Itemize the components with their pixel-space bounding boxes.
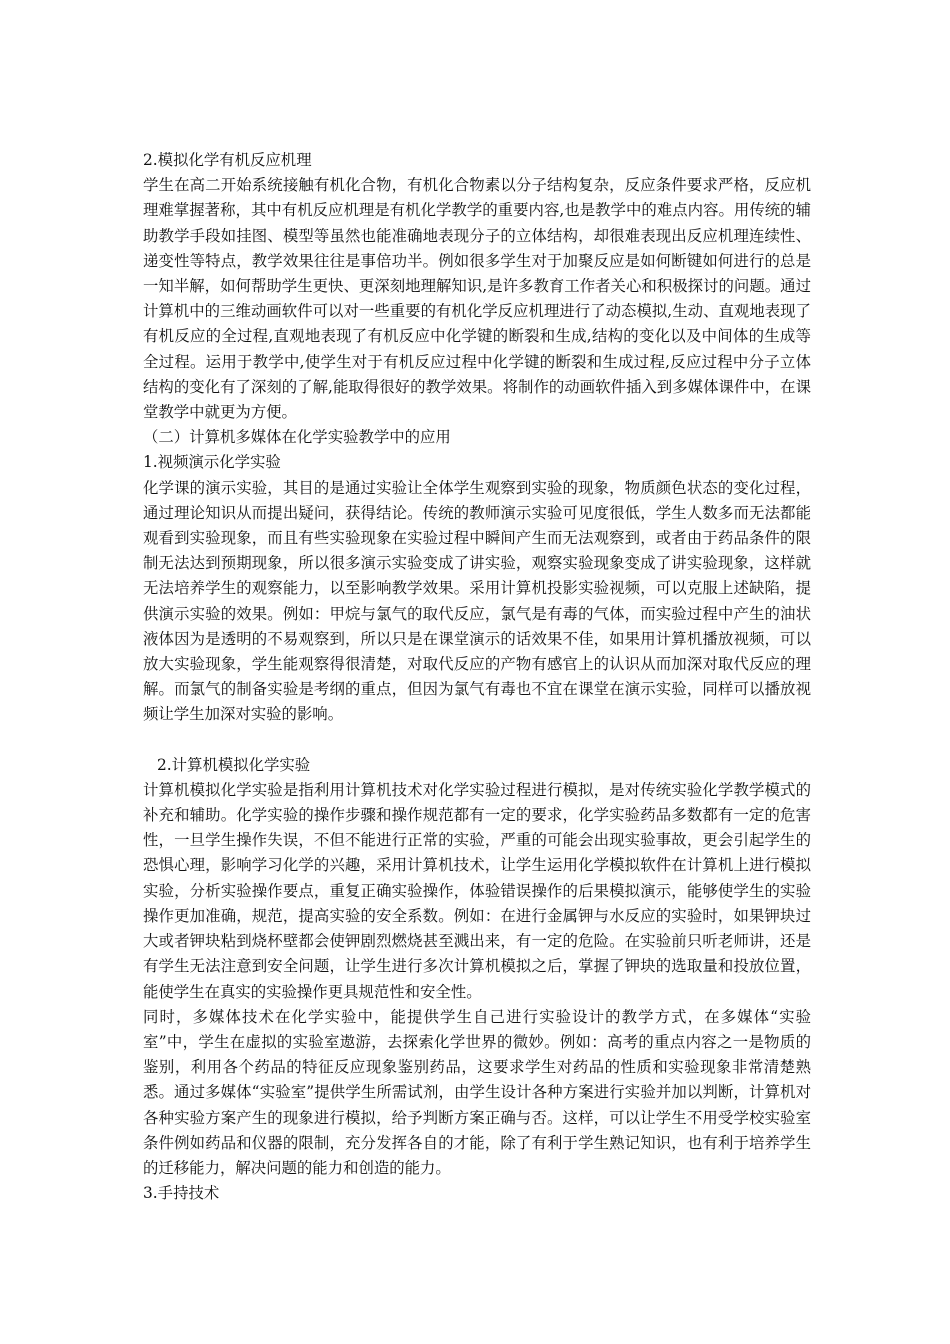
paragraph-virtual-lab: 同时，多媒体技术在化学实验中，能提供学生自己进行实验设计的教学方式，在多媒体“实验室”中，学生在虚拟的实验室遨游，去探索化学世界的微妙。例如：高考的重点内容之一是物质的鉴别，利用各个药品的特征反应现象鉴别药品，这要求学生对药品的性质和实验现象非常清楚熟悉。通过多媒体“实验室”提供学生所需试剂，由学生设计各种方案进行实验并加以判断，计算机对各种实验方案产生的现象进行模拟，给予判断方案正确与否。这样，可以让学生不用受学校实验室条件例如药品和仪器的限制，充分发挥各自的才能，除了有利于学生熟记知识，也有利于培养学生的迁移能力，解决问题的能力和创造的能力。	[143, 1007, 811, 1177]
paragraph-video-demo: 化学课的演示实验，其目的是通过实验让全体学生观察到实验的现象，物质颜色状态的变化过程，通过理论知识从而提出疑问，获得结论。传统的教师演示实验可见度很低，学生人数多而无法都能观看到实验现象，而且有些实验现象在实验过程中瞬间产生而无法观察到，或者由于药品条件的限制无法达到预期现象，所以很多演示实验变成了讲实验，观察实验现象变成了讲实验现象，这样就无法培养学生的观察能力，以至影响教学效果。采用计算机投影实验视频，可以克服上述缺陷，提供演示实验的效果。例如：甲烷与氯气的取代反应，氯气是有毒的气体，而实验过程中产生的油状液体因为是透明的不易观察到，所以只是在课堂演示的话效果不佳，如果用计算机播放视频，可以放大实验现象，学生能观察得很清楚，对取代反应的产物有感官上的认识从而加深对取代反应的理解。而氯气的制备实验是考纲的重点，但因为氯气有毒也不宜在课堂在演示实验，同样可以播放视频让学生加深对实验的影响。	[143, 478, 811, 724]
paragraph-computer-simulation: 计算机模拟化学实验是指利用计算机技术对化学实验过程进行模拟，是对传统实验化学教学模式的补充和辅助。化学实验的操作步骤和操作规范都有一定的要求，化学实验药品多数都有一定的危害性，一旦学生操作失误，不但不能进行正常的实验，严重的可能会出现实验事故，更会引起学生的恐惧心理，影响学习化学的兴趣，采用计算机技术，让学生运用化学模拟软件在计算机上进行模拟实验，分析实验操作要点，重复正确实验操作，体验错误操作的后果模拟演示，能够使学生的实验操作更加准确，规范，提高实验的安全系数。例如：在进行金属钾与水反应的实验时，如果钾块过大或者钾块粘到烧杯壁都会使钾剧烈燃烧甚至溅出来，有一定的危险。在实验前只听老师讲，还是有学生无法注意到安全问题，让学生进行多次计算机模拟之后，掌握了钾块的选取量和投放位置，能使学生在真实的实验操作更具规范性和安全性。	[143, 780, 811, 1001]
heading-computer-simulation: 2.计算机模拟化学实验	[157, 755, 311, 774]
heading-simulate-organic-mechanism: 2.模拟化学有机反应机理	[143, 151, 312, 169]
paragraph-organic-mechanism: 学生在高二开始系统接触有机化合物，有机化合物素以分子结构复杂，反应条件要求严格，反应机理难掌握著称，其中有机反应机理是有机化学教学的重要内容,也是教学中的难点内容。用传统的辅助教学手段如挂图、模型等虽然也能准确地表现分子的立体结构，却很难表现出反应机理连续性、递变性等特点，教学效果往往是事倍功半。例如很多学生对于加聚反应是如何断键如何进行的总是一知半解，如何帮助学生更快、更深刻地理解知识,是许多教育工作者关心和积极探讨的问题。通过计算机中的三维动画软件可以对一些重要的有机化学反应机理进行了动态模拟,生动、直观地表现了有机反应的全过程,直观地表现了有机反应中化学键的断裂和生成,结构的变化以及中间体的生成等全过程。运用于教学中,使学生对于有机反应过程中化学键的断裂和生成过程,反应过程中分子立体结构的变化有了深刻的了解,能取得很好的教学效果。将制作的动画软件插入到多媒体课件中，在课堂教学中就更为方便。	[143, 176, 811, 422]
section-heading-experiment-teaching: （二）计算机多媒体在化学实验教学中的应用	[143, 428, 451, 447]
heading-video-demo: 1.视频演示化学实验	[143, 453, 281, 472]
document-body	[143, 148, 811, 1206]
blank-line	[143, 728, 811, 753]
heading-handheld-technology: 3.手持技术	[143, 1184, 220, 1203]
